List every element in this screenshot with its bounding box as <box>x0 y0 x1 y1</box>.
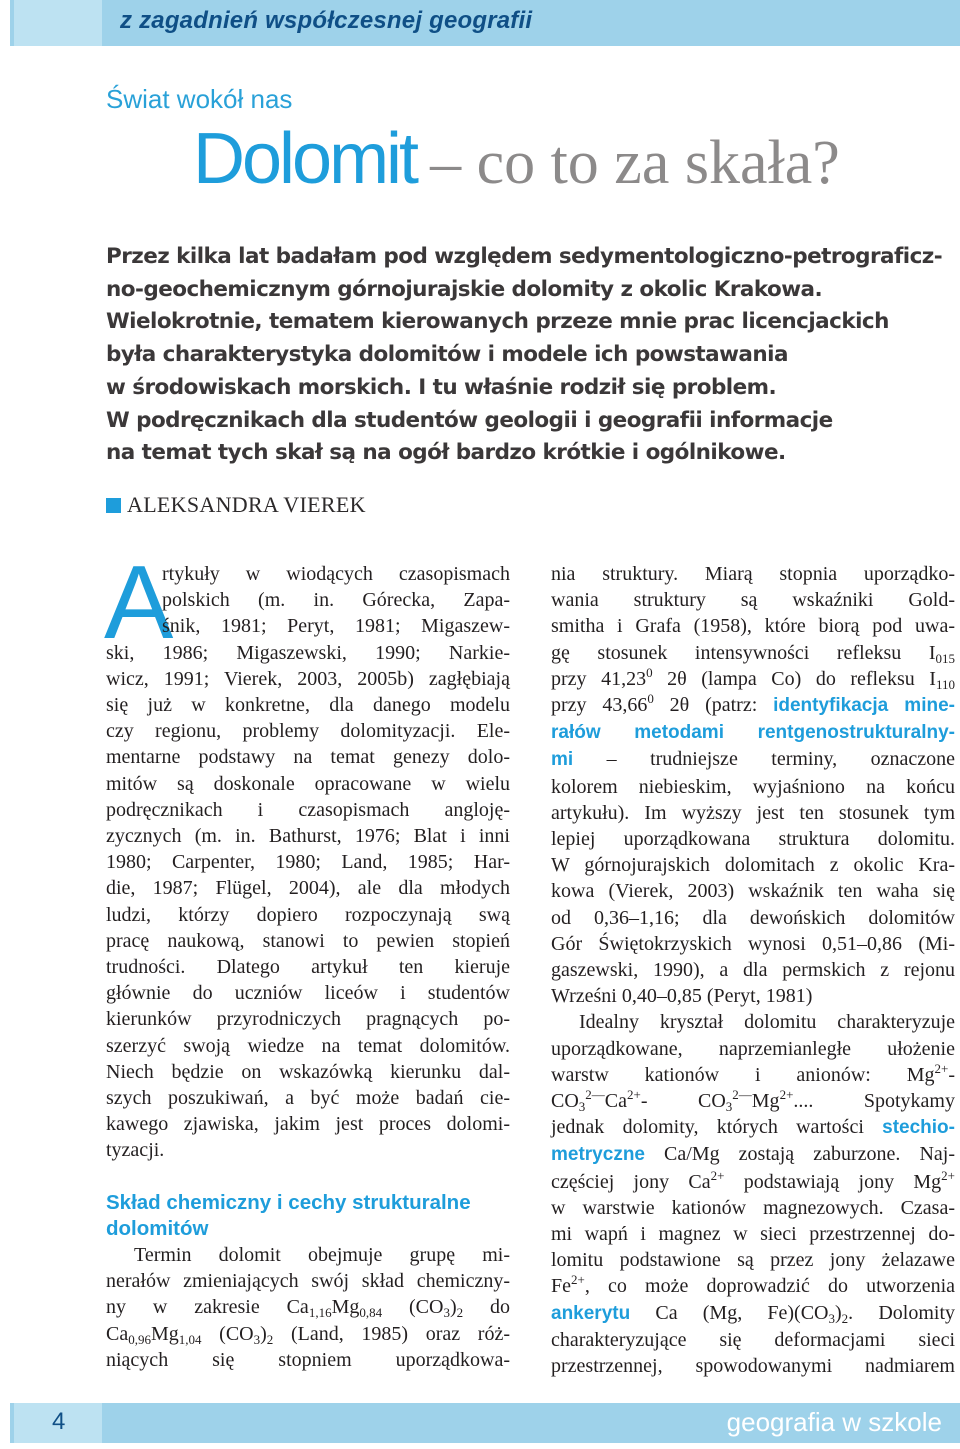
text-line: Idealny kryształ dolomitu charakteryzuje <box>579 1011 955 1034</box>
text-line: lepiej uporządkowana struktura dolomitu. <box>551 828 955 851</box>
text-line: mitów są doskonale opracowane w wielu <box>106 772 510 795</box>
lead-line: no-geochemicznym górnojurajskie dolomity z okolic Krakowa. <box>106 276 823 302</box>
text-line: w warstwie kationów magnezowych. Czasa- <box>551 1196 955 1219</box>
text-line: od 0,36–1,16; dla dewońskich dolomitów <box>551 906 955 929</box>
text-line: ski, 1986; Migaszewski, 1990; Narkie- <box>106 641 510 664</box>
text-line: trudności. Dlatego artykuł ten kieruje <box>106 956 510 979</box>
text-line: częściej jony $Ca^{2+}$ podstawiają jony $Mg^{2+}$ <box>551 1167 955 1193</box>
text-line: mentarne podstawy na temat genezy dolo- <box>106 746 510 769</box>
lead-line: W podręcznikach dla studentów geologii i geografii informacje <box>106 407 833 433</box>
text-line: szerzyć swoją wiedze na temat dolomitów. <box>106 1034 510 1057</box>
lead-line: Wielokrotnie, tematem kierowanych przeze mnie prac licencjackich <box>106 309 889 335</box>
formula-line: $CO_3^{2—}Ca^{2+}-$ $CO_3^{2—}Mg^{2+}$.... Spotykamy <box>551 1087 955 1115</box>
text-line: kolorem niebieskim, wyjaśniono na końcu <box>551 775 955 798</box>
lead-line: Przez kilka lat badałam pod względem sedymentologiczno-petrograficz- <box>106 244 943 269</box>
lead-line: w środowiskach morskich. I tu właśnie rodził się problem. <box>106 374 777 400</box>
right-column <box>551 561 955 1379</box>
drop-cap: A <box>104 545 174 661</box>
text-line: wicz, 1991; Vierek, 2003, 2005b) zagłębiają <box>106 667 510 690</box>
magazine-title: geografia w szkole <box>726 1407 942 1437</box>
lead-paragraph <box>106 241 946 470</box>
text-line: się już w konkretne, dla danego modelu <box>106 694 510 717</box>
text-line: warstw kationów i anionów: $Mg^{2+}-$ <box>551 1060 955 1086</box>
glossary-term-link[interactable]: ankerytu <box>551 1302 631 1324</box>
text-line: zycznych (m. in. Bathurst, 1976; Blat i inni <box>106 825 510 848</box>
text-line: gaszewski, 1990), a dla permskich z rejonu <box>551 959 955 982</box>
text-line: kierunków przyrodniczych pragnących po- <box>106 1008 510 1031</box>
text-line: uporządkowane, naprzemianległe ułożenie <box>551 1037 955 1060</box>
text-line: ludzi, którzy dopiero rozpoczynają swą <box>106 903 510 926</box>
section-heading-line: Skład chemiczny i cechy strukturalne <box>106 1191 471 1214</box>
text-line: szych poszukiwań, a być może badań cie- <box>106 1087 510 1110</box>
text-line: kawego zjawiska, jakim jest proces dolomi- <box>106 1113 510 1136</box>
header-box <box>14 0 102 46</box>
formula-line: $Ca_{0,96}Mg_{1,04}$ $(CO_3)_2$ (Land, 1985) oraz róż- <box>106 1322 510 1347</box>
title-main: Dolomit <box>193 119 417 199</box>
text-line: smitha i Grafa (1958), które biorą pod uwa- <box>551 615 955 638</box>
author-name: ALEKSANDRA VIEREK <box>127 492 366 517</box>
glossary-term-link[interactable]: stechio- <box>882 1117 955 1139</box>
author-square-icon <box>106 498 121 513</box>
glossary-term-link[interactable]: rałów metodami rentgenostrukturalny- <box>551 722 955 744</box>
section-heading-line: dolomitów <box>106 1217 209 1240</box>
formula-line: ankerytu Ca (Mg, $Fe)(CO_3)_2$. Dolomity <box>551 1301 955 1326</box>
text-line: głównie do uczniów liceów i studentów <box>106 982 510 1005</box>
text-line: $Fe^{2+}$, co może doprowadzić do utworzenia <box>551 1272 955 1298</box>
text-line: jednak dolomity, których wartości stechio- <box>551 1116 955 1139</box>
text-line: die, 1987; Flügel, 2004), ale dla młodych <box>106 877 510 900</box>
kicker: Świat wokół nas <box>106 84 293 114</box>
text-line: artykułu). Im wyższy jest ten stosunek tym <box>551 801 955 824</box>
lead-line: na temat tych skał są na ogół bardzo krótkie i ogólnikowe. <box>106 440 786 466</box>
text-line: przestrzennej, spowodowanymi nadmiarem <box>551 1355 955 1378</box>
page-number: 4 <box>52 1408 66 1435</box>
title-sub: – co to za skała? <box>430 129 840 197</box>
text-line: niących się stopniem uporządkowa- <box>106 1348 510 1371</box>
text-line: Wrześni 0,40–0,85 (Peryt, 1981) <box>551 985 813 1008</box>
text-line: mi wapń i magnez w sieci przestrzennej do- <box>551 1223 955 1246</box>
text-line: gę stosunek intensywności refleksu $I_{015}$ <box>551 641 955 666</box>
text-line <box>551 719 955 746</box>
author-byline <box>106 492 366 518</box>
text-line: przy 41,23$^0$ 2θ (lampa Co) do refleksu $I_{110}$ <box>551 664 955 692</box>
article-title <box>193 118 840 200</box>
section-title: z zagadnień współczesnej geografii <box>120 7 533 34</box>
formula-line: ny w zakresie $Ca_{1,16}Mg_{0,84}$ $(CO_3)_2$ do <box>106 1296 510 1321</box>
glossary-term-link[interactable]: mi <box>551 749 574 771</box>
text-line: metryczne Ca/Mg zostają zaburzone. Naj- <box>551 1143 955 1166</box>
text-line: wania struktury są wskaźniki Gold- <box>551 589 955 612</box>
text-line: polskich (m. in. Górecka, Zapa- <box>162 589 510 612</box>
section-heading <box>106 1190 510 1242</box>
text-line: Niech będzie on wskazówką kierunku dal- <box>106 1060 510 1083</box>
text-line: śnik, 1981; Peryt, 1981; Migaszew- <box>162 615 510 638</box>
text-line: tyzacji. <box>106 1139 165 1162</box>
text-line: przy 43,66$^0$ 2θ (patrz: identyfikacja mine- <box>551 691 955 717</box>
left-column-section <box>106 1242 510 1373</box>
footer-stripe <box>0 1403 10 1443</box>
text-line: mi – trudniejsze terminy, oznaczone <box>551 748 955 771</box>
text-line: rtykuły w wiodących czasopismach <box>162 563 510 585</box>
glossary-term-link[interactable]: identyfikacja mine- <box>773 695 955 717</box>
text-line: pracę naukową, stanowi to pewien stopień <box>106 929 510 952</box>
text-line: Termin dolomit obejmuje grupę mi- <box>134 1244 510 1266</box>
text-line: Gór Świętokrzyskich wynosi 0,51–0,86 (Mi- <box>551 932 955 955</box>
text-line: podręcznikach i czasopismach angloję- <box>106 798 510 821</box>
header-stripe <box>0 0 10 46</box>
left-column <box>106 561 510 1164</box>
glossary-term-link[interactable]: metryczne <box>551 1144 645 1166</box>
text-line: 1980; Carpenter, 1980; Land, 1985; Har- <box>106 851 510 874</box>
text-line: charakteryzujące się deformacjami sieci <box>551 1328 955 1351</box>
text-line: lomitu podstawione są przez jony żelazawe <box>551 1249 955 1272</box>
text-line: kowa (Vierek, 2003) wskaźnik ten waha się <box>551 880 955 903</box>
lead-line: była charakterystyka dolomitów i modele ich powstawania <box>106 342 788 368</box>
text-line: nerałów zmieniających swój skład chemiczny- <box>106 1270 510 1293</box>
text-line: W górnojurajskich dolomitach z okolic Kra- <box>551 854 955 877</box>
text-line: nia struktury. Miarą stopnia uporządko- <box>551 563 955 585</box>
text-line: czy regionu, problemy dolomityzacji. Ele- <box>106 720 510 743</box>
